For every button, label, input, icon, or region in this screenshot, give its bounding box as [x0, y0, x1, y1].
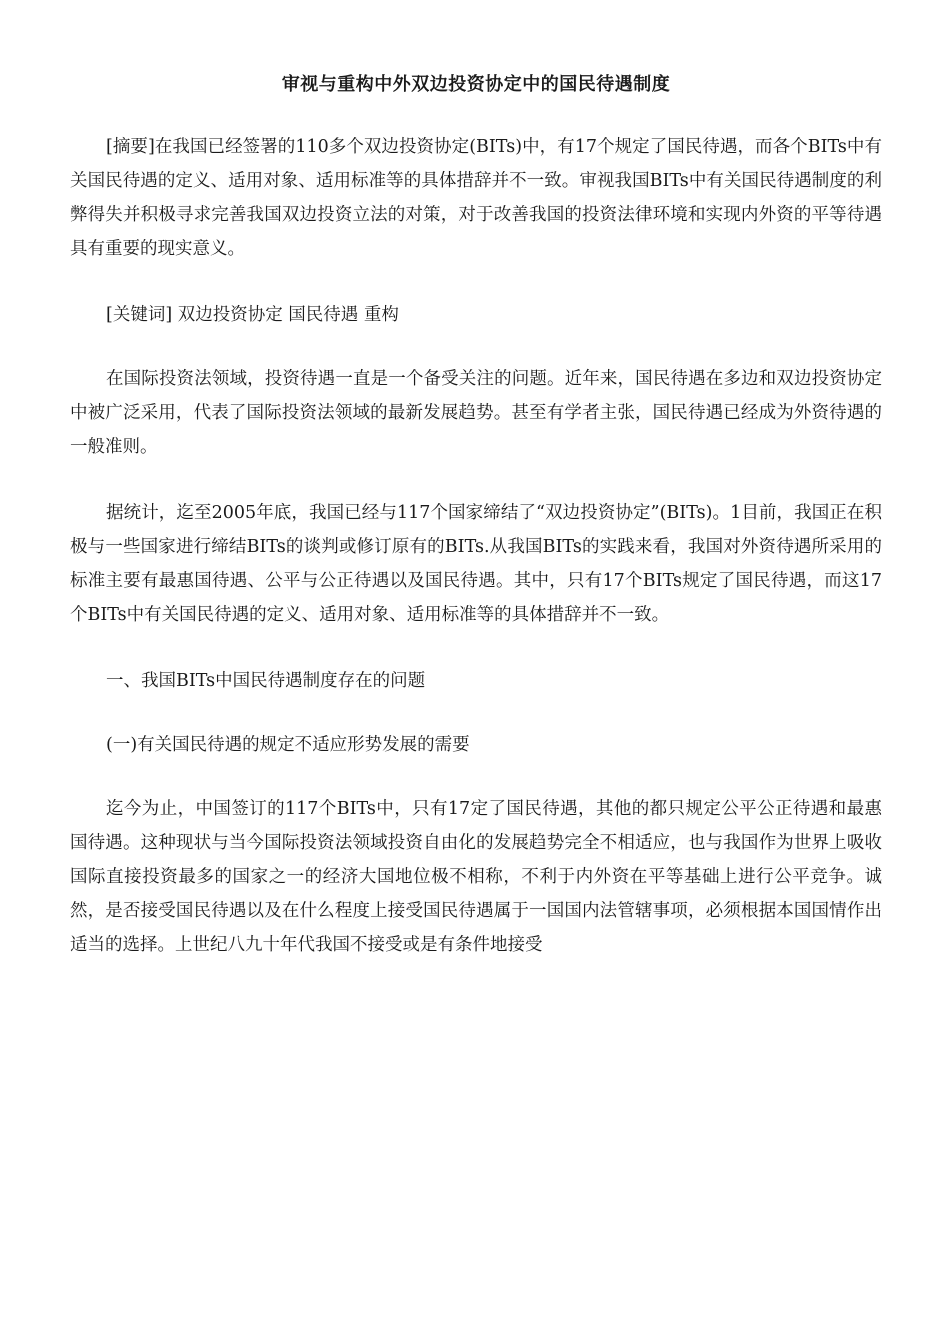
keywords-line: [关键词] 双边投资协定 国民待遇 重构: [106, 305, 399, 325]
abstract-paragraph: [摘要]在我国已经签署的110多个双边投资协定(BITs)中，有17个规定了国民待遇，而各个BITs中有关国民待遇的定义、适用对象、适用标准等的具体措辞并不一致。审视我国BITs中有关国民待遇制度的利弊得失并积极寻求完善我国双边投资立法的对策，对于改善我国的投资法律环境和实现内外资的平等待遇具有重要的现实意义。: [70, 137, 882, 259]
statistics-paragraph: 据统计，迄至2005年底，我国已经与117个国家缔结了“双边投资协定”(BITs)。1目前，我国正在积极与一些国家进行缔结BITs的谈判或修订原有的BITs.从我国BITs的实践来看，我国对外资待遇所采用的标准主要有最惠国待遇、公平与公正待遇以及国民待遇。其中，只有17个BITs规定了国民待遇，而这17个BITs中有关国民待遇的定义、适用对象、适用标准等的具体措辞并不一致。: [70, 503, 882, 625]
document-title: 审视与重构中外双边投资协定中的国民待遇制度: [281, 74, 671, 95]
document-page: [70, 70, 882, 994]
section-heading: 一、我国BITs中国民待遇制度存在的问题: [106, 671, 426, 691]
subsection-heading: (一)有关国民待遇的规定不适应形势发展的需要: [106, 735, 470, 755]
body-paragraph: 迄今为止，中国签订的117个BITs中，只有17定了国民待遇，其他的都只规定公平公正待遇和最惠国待遇。这种现状与当今国际投资法领域投资自由化的发展趋势完全不相适应，也与我国作为世界上吸收国际直接投资最多的国家之一的经济大国地位极不相称，不利于内外资在平等基础上进行公平竞争。诚然，是否接受国民待遇以及在什么程度上接受国民待遇属于一国国内法管辖事项，必须根据本国国情作出适当的选择。上世纪八九十年代我国不接受或是有条件地接受: [70, 799, 882, 955]
intro-paragraph: 在国际投资法领域，投资待遇一直是一个备受关注的问题。近年来，国民待遇在多边和双边投资协定中被广泛采用，代表了国际投资法领域的最新发展趋势。甚至有学者主张，国民待遇已经成为外资待遇的一般准则。: [70, 369, 882, 457]
